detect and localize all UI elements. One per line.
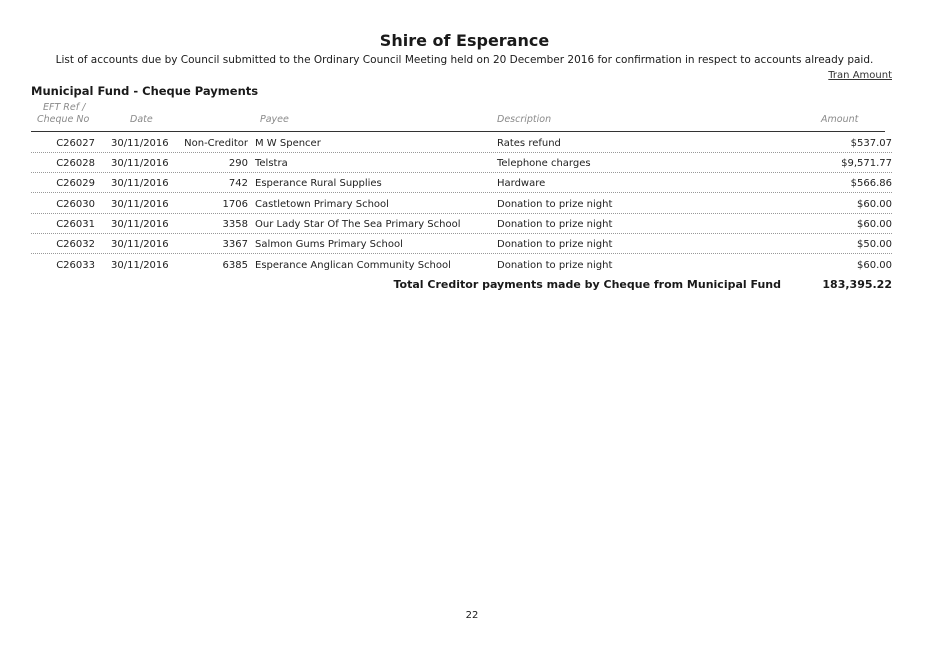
creditor-number: 290 bbox=[228, 158, 248, 169]
cheque-number: C26029 bbox=[56, 178, 95, 189]
payee: Esperance Anglican Community School bbox=[255, 260, 451, 271]
cheque-number: C26032 bbox=[56, 239, 95, 250]
creditor-number: 742 bbox=[228, 178, 248, 189]
description: Telephone charges bbox=[497, 158, 591, 169]
description: Hardware bbox=[497, 178, 546, 189]
creditor-number: 1706 bbox=[222, 199, 248, 210]
payee: Esperance Rural Supplies bbox=[255, 178, 382, 189]
payment-date: 30/11/2016 bbox=[111, 239, 169, 250]
amount: $60.00 bbox=[857, 260, 892, 271]
payment-date: 30/11/2016 bbox=[111, 260, 169, 271]
cheque-number: C26030 bbox=[56, 199, 95, 210]
payee: Our Lady Star Of The Sea Primary School bbox=[255, 219, 461, 230]
table-row bbox=[31, 234, 892, 254]
tran-amount-label: Tran Amount bbox=[828, 70, 892, 81]
column-header-date: Date bbox=[130, 114, 153, 125]
payment-date: 30/11/2016 bbox=[111, 199, 169, 210]
amount: $537.07 bbox=[850, 138, 892, 149]
description: Donation to prize night bbox=[497, 239, 613, 250]
document-subtitle: List of accounts due by Council submitted to the Ordinary Council Meeting held on 20 December 2016 for confirmation in respect to accounts already paid. bbox=[55, 54, 874, 66]
amount: $9,571.77 bbox=[841, 158, 892, 169]
creditor-number: 3367 bbox=[222, 239, 248, 250]
column-header-amount: Amount bbox=[821, 114, 859, 125]
header-rule bbox=[31, 131, 885, 132]
table-row bbox=[31, 214, 892, 234]
description: Rates refund bbox=[497, 138, 561, 149]
column-header-ref-line2: Cheque No bbox=[37, 114, 90, 125]
table-row bbox=[31, 173, 892, 193]
creditor-number: 6385 bbox=[222, 260, 248, 271]
payee: M W Spencer bbox=[255, 138, 321, 149]
table-row bbox=[31, 133, 892, 153]
description: Donation to prize night bbox=[497, 199, 613, 210]
table-row bbox=[31, 153, 892, 173]
payee: Telstra bbox=[255, 158, 288, 169]
total-label: Total Creditor payments made by Cheque from Municipal Fund bbox=[393, 278, 781, 291]
creditor-number: 3358 bbox=[222, 219, 248, 230]
amount: $566.86 bbox=[850, 178, 892, 189]
description: Donation to prize night bbox=[497, 219, 613, 230]
payment-date: 30/11/2016 bbox=[111, 219, 169, 230]
payment-date: 30/11/2016 bbox=[111, 138, 169, 149]
section-title: Municipal Fund - Cheque Payments bbox=[31, 84, 259, 98]
column-header-payee: Payee bbox=[260, 114, 289, 125]
payee: Castletown Primary School bbox=[255, 199, 389, 210]
payment-date: 30/11/2016 bbox=[111, 178, 169, 189]
document-title: Shire of Esperance bbox=[379, 31, 550, 50]
row-divider bbox=[31, 253, 892, 254]
amount: $50.00 bbox=[857, 239, 892, 250]
cheque-number: C26028 bbox=[56, 158, 95, 169]
description: Donation to prize night bbox=[497, 260, 613, 271]
cheque-number: C26031 bbox=[56, 219, 95, 230]
amount: $60.00 bbox=[857, 199, 892, 210]
column-header-ref-line1: EFT Ref / bbox=[43, 102, 86, 113]
column-header-description: Description bbox=[497, 114, 552, 125]
row-divider bbox=[31, 192, 892, 193]
payee: Salmon Gums Primary School bbox=[255, 239, 403, 250]
total-value: 183,395.22 bbox=[822, 278, 892, 291]
creditor-number: Non-Creditor bbox=[184, 138, 248, 149]
amount: $60.00 bbox=[857, 219, 892, 230]
cheque-number: C26033 bbox=[56, 260, 95, 271]
cheque-number: C26027 bbox=[56, 138, 95, 149]
table-row bbox=[31, 255, 892, 275]
payment-date: 30/11/2016 bbox=[111, 158, 169, 169]
page-number: 22 bbox=[465, 610, 479, 621]
table-row bbox=[31, 194, 892, 214]
